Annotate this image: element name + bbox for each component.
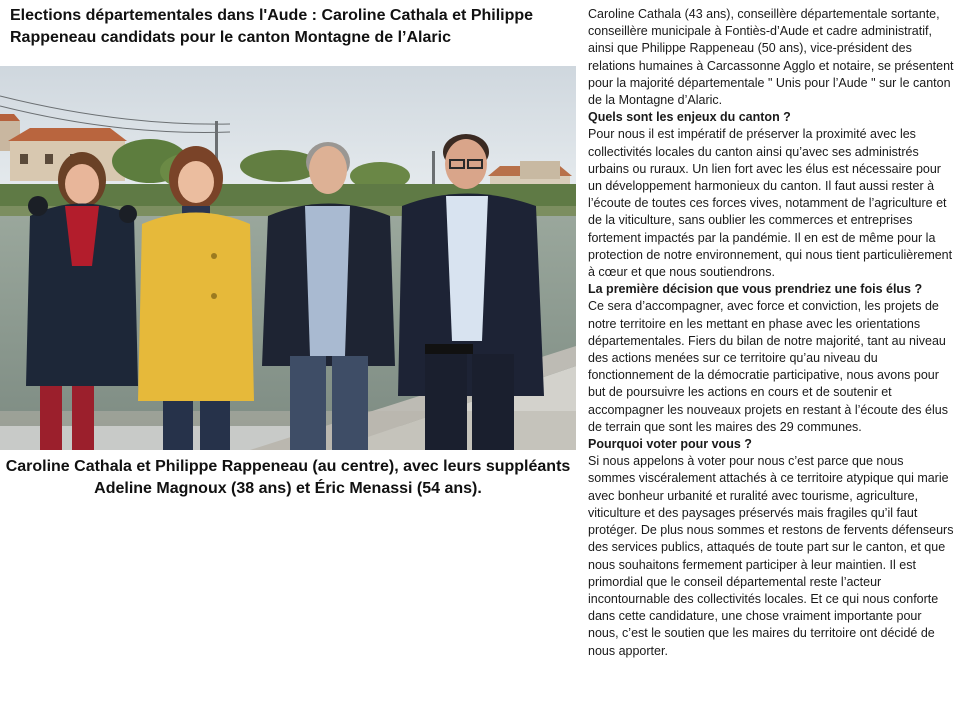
question-1: Quels sont les enjeux du canton ?: [588, 110, 791, 125]
question-2: La première décision que vous prendriez une fois élus ?: [588, 282, 923, 297]
candidates-photo: [0, 66, 576, 450]
answer-3: Si nous appelons à voter pour nous c’est parce que nous sommes viscéralement attachés à ce territoire atypique qui marie avec bonheur urbanité et ruralité avec tourisme, agriculture, viticulture et des paysages préservés mais fragiles qu’il faut protéger. De plus nous sommes et restons de fervents défenseurs des services publics, attaqués de toute part sur le canton, et que nous souhaitons fermement participer à leur maintien. Il est primordial que le conseil départemental reste l’acteur incontournable des collectivités locales. Et ce qui nous conforte dans cette candidature, une chose vraiment importante pour nous, c’est le soutien que les maires du territoire ont décidé de nous apporter.: [588, 454, 954, 658]
article-body: [588, 6, 954, 660]
article-headline: Elections départementales dans l'Aude : Caroline Cathala et Philippe Rappeneau candidats pour le canton Montagne de l’Alaric: [10, 7, 534, 46]
article-intro: Caroline Cathala (43 ans), conseillère départementale sortante, conseillère municipale à Fontiès-d’Aude et cadre administratif, ainsi que Philippe Rappeneau (50 ans), vice-président des relations humaines à Carcassonne Agglo et notaire, se présentent pour la majorité départementale " Unis pour l’Aude " sur le canton de la Montagne d’Alaric.: [588, 7, 954, 108]
answer-2: Ce sera d’accompagner, avec force et conviction, les projets de notre territoire en les mettant en phase avec les orientations départementales. Fiers du bilan de notre majorité, tant au niveau des actions menées sur ce territoire qu’au niveau du fonctionnement de la démocratie participative, nous avons pour but de poursuivre les actions en cours et de soutenir et accompagner les nouveaux projets en restant à l’écoute des élus de terrain que sont les maires des 29 communes.: [588, 299, 948, 434]
photo-caption: Caroline Cathala et Philippe Rappeneau (au centre), avec leurs suppléants Adeline Magnoux (38 ans) et Éric Menassi (54 ans).: [5, 458, 571, 497]
candidates-photo-illustration: [0, 66, 576, 450]
answer-1: Pour nous il est impératif de préserver la proximité avec les collectivités locales du canton ainsi qu’avec ses administrés urbains ou ruraux. Un lien fort avec les élus est nécessaire pour un développement harmonieux du canton. Il faut aussi rester à l’écoute de toutes ces forces vives, notamment de l’agriculture et de la viticulture, sans oublier les commerces et entreprises fortement impactés par la pandémie. Il en est de même pour la protection de notre environnement, qui nous tient particulièrement à cœur et que nous soutiendrons.: [588, 127, 953, 280]
question-3: Pourquoi voter pour vous ?: [588, 437, 752, 452]
